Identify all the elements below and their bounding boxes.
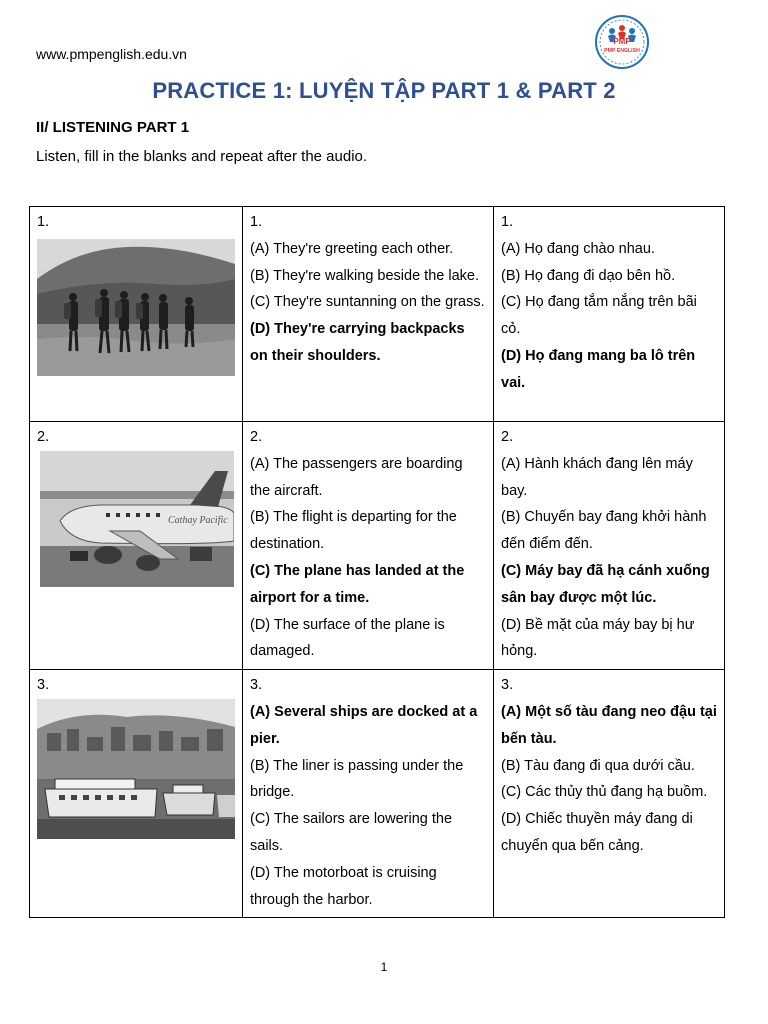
logo-text: PMP ENGLISH (604, 48, 640, 54)
instruction-text: Listen, fill in the blanks and repeat after the audio. (36, 148, 368, 165)
option-a-correct: (A) Một số tàu đang neo đậu tại bến tàu. (501, 703, 717, 747)
table-row (30, 422, 725, 670)
question-number: 2. (250, 429, 263, 445)
option-b: (B) The flight is departing for the destination. (250, 509, 457, 553)
question-number: 1. (37, 214, 50, 230)
pmp-english-logo (594, 14, 650, 70)
question-number: 3. (501, 677, 514, 694)
vietnamese-options-cell (494, 207, 725, 422)
option-b: (B) The liner is passing under the bridge. (250, 757, 464, 801)
image-cell (30, 207, 243, 422)
option-a: (A) They're greeting each other. (250, 240, 454, 257)
question-number: 2. (37, 429, 50, 445)
option-b: (B) Tàu đang đi qua dưới cầu. (501, 757, 695, 774)
hikers-with-backpacks-photo (37, 239, 235, 376)
image-cell (30, 422, 243, 670)
option-d-correct: (D) Họ đang mang ba lô trên vai. (501, 347, 696, 391)
option-d: (D) Chiếc thuyền máy đang di chuyển qua bến cảng. (501, 811, 693, 854)
section-heading: II/ LISTENING PART 1 (36, 119, 190, 136)
option-a: (A) Họ đang chào nhau. (501, 240, 655, 257)
option-c: (C) They're suntanning on the grass. (250, 294, 485, 311)
option-b: (B) Họ đang đi dạo bên hồ. (501, 267, 676, 284)
airplane-on-tarmac-photo (40, 451, 234, 587)
site-url[interactable]: www.pmpenglish.edu.vn (36, 46, 187, 62)
question-number: 1. (501, 214, 514, 230)
ships-at-pier-photo (37, 699, 235, 839)
vietnamese-options-cell (494, 422, 725, 670)
option-d: (D) The surface of the plane is damaged. (250, 616, 445, 660)
option-b: (B) They're walking beside the lake. (250, 267, 479, 284)
page-number: 1 (380, 960, 388, 974)
option-b: (B) Chuyến bay đang khởi hành đến điểm đến. (501, 509, 707, 553)
questions-table (29, 206, 725, 918)
option-d: (D) The motorboat is cruising through the harbor. (250, 864, 437, 908)
page-title: PRACTICE 1: LUYỆN TẬP PART 1 & PART 2 (152, 78, 616, 103)
option-c: (C) The sailors are lowering the sails. (250, 811, 453, 854)
question-number: 2. (501, 429, 514, 445)
question-number: 3. (250, 677, 263, 694)
table-row (30, 207, 725, 422)
logo-letters: PMP (613, 37, 631, 46)
option-c: (C) Các thủy thủ đang hạ buồm. (501, 784, 708, 801)
option-d-correct: (D) They're carrying backpacks on their shoulders. (250, 321, 465, 364)
question-number: 1. (250, 214, 263, 230)
english-options-cell (243, 207, 494, 422)
option-a-correct: (A) Several ships are docked at a pier. (250, 703, 478, 747)
option-a: (A) Hành khách đang lên máy bay. (501, 455, 693, 499)
option-c-correct: (C) The plane has landed at the airport for a time. (250, 562, 465, 606)
question-number: 3. (37, 677, 50, 694)
svg-text:Cathay Pacific: Cathay Pacific (168, 514, 228, 526)
english-options-cell (243, 422, 494, 670)
english-options-cell (243, 670, 494, 918)
image-cell (30, 670, 243, 918)
option-c: (C) Họ đang tắm nắng trên bãi cỏ. (501, 294, 697, 338)
option-d: (D) Bề mặt của máy bay bị hư hỏng. (501, 616, 695, 660)
table-row (30, 670, 725, 918)
option-a: (A) The passengers are boarding the aircraft. (250, 455, 463, 499)
vietnamese-options-cell (494, 670, 725, 918)
option-c-correct: (C) Máy bay đã hạ cánh xuống sân bay được một lúc. (501, 562, 710, 606)
